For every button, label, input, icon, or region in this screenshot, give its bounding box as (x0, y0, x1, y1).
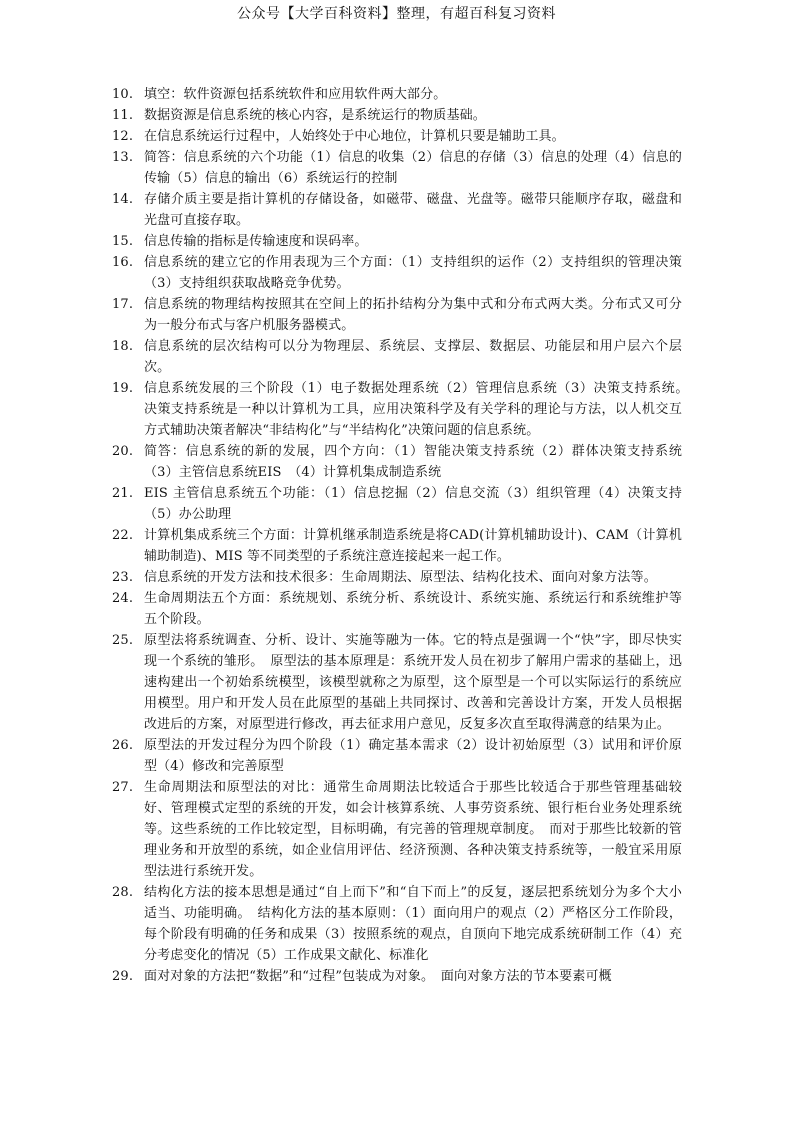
item-text: 信息系统的开发方法和技术很多：生命周期法、原型法、结构化技术、面向对象方法等。 (144, 570, 657, 585)
list-item (112, 567, 682, 588)
item-text: 信息系统的层次结构可以分为物理层、系统层、支撑层、数据层、功能层和用户层六个层次。 (144, 339, 682, 375)
list-item (112, 483, 682, 525)
item-text: 生命周期法五个方面：系统规划、系统分析、系统设计、系统实施、系统运行和系统维护等五个阶段。 (144, 591, 682, 627)
list-item (112, 588, 682, 630)
list-item (112, 966, 682, 987)
item-number: 27. (112, 780, 134, 795)
item-number: 15. (112, 234, 134, 249)
item-number: 28. (112, 885, 134, 900)
item-text: 简答：信息系统的新的发展，四个方向：（1）智能决策支持系统（2）群体决策支持系统（3）主管信息系统EIS （4）计算机集成制造系统 (144, 444, 682, 480)
document-body (112, 84, 696, 987)
item-text: 面对对象的方法把“数据”和“过程”包装成为对象。 面向对象方法的节本要素可概 (144, 969, 612, 984)
item-text: 填空：软件资源包括系统软件和应用软件两大部分。 (144, 87, 447, 102)
item-number: 16. (112, 255, 134, 270)
item-number: 25. (112, 633, 134, 648)
list-item (112, 252, 682, 294)
item-text: 信息系统发展的三个阶段（1）电子数据处理系统（2）管理信息系统（3）决策支持系统。 决策支持系统是一种以计算机为工具，应用决策科学及有关学科的理论与方法，以人机交互方式辅助决策者解决“非结构化”与“半结构化”决策问题的信息系统。 (144, 381, 696, 438)
item-number: 24. (112, 591, 134, 606)
item-number: 20. (112, 444, 134, 459)
item-number: 13. (112, 150, 134, 165)
item-text: 原型法的开发过程分为四个阶段（1）确定基本需求（2）设计初始原型（3）试用和评价原型（4）修改和完善原型 (144, 738, 682, 774)
item-text: 结构化方法的接本思想是通过“自上而下”和“自下而上”的反复，逐层把系统划分为多个大小适当、功能明确。 结构化方法的基本原则：（1）面向用户的观点（2）严格区分工作阶段，每个阶段有明确的任务和成果（3）按照系统的观点，自顶向下地完成系统研制工作（4）充分考虑变化的情况（5）工作成果文献化、标准化 (144, 885, 682, 963)
item-text: 生命周期法和原型法的对比：通常生命周期法比较适合于那些比较适合于那些管理基础较好、管理模式定型的系统的开发，如会计核算系统、人事劳资系统、银行柜台业务处理系统等。这些系统的工作比较定型，目标明确，有完善的管理规章制度。 而对于那些比较新的管理业务和开放型的系统，如企业信用评估、经济预测、各种决策支持系统等，一般宜采用原型法进行系统开发。 (144, 780, 682, 879)
list-item (112, 231, 682, 252)
item-number: 17. (112, 297, 134, 312)
item-text: 信息系统的物理结构按照其在空间上的拓扑结构分为集中式和分布式两大类。分布式又可分为一般分布式与客户机服务器模式。 (144, 297, 682, 333)
item-number: 12. (112, 129, 134, 144)
item-number: 29. (112, 969, 134, 984)
item-text: 在信息系统运行过程中，人始终处于中心地位，计算机只要是辅助工具。 (144, 129, 565, 144)
list-item (112, 294, 682, 336)
item-number: 23. (112, 570, 134, 585)
item-text: 信息传输的指标是传输速度和误码率。 (144, 234, 368, 249)
list-item (112, 336, 682, 378)
list-item (112, 441, 682, 483)
item-number: 10. (112, 87, 134, 102)
item-number: 18. (112, 339, 134, 354)
item-text: 简答：信息系统的六个功能（1）信息的收集（2）信息的存储（3）信息的处理（4）信息的传输（5）信息的输出（6）系统运行的控制 (144, 150, 682, 186)
item-text: 原型法将系统调查、分析、设计、实施等融为一体。它的特点是强调一个“快”字，即尽快实现一个系统的雏形。 原型法的基本原理是：系统开发人员在初步了解用户需求的基础上，迅速构建出一个初始系统模型，该模型就称之为原型，这个原型是一个可以实际运行的系统应用模型。用户和开发人员在此原型的基础上共同探讨、改善和完善设计方案，开发人员根据改进后的方案，对原型进行修改，再去征求用户意见，反复多次直至取得满意的结果为止。 (144, 633, 682, 732)
list-item (112, 105, 682, 126)
page-header: 公众号【大学百科资料】整理，有超百科复习资料 (237, 6, 556, 22)
list-item (112, 84, 682, 105)
list-item (112, 525, 682, 567)
item-text: 计算机集成系统三个方面：计算机继承制造系统是将CAD(计算机辅助设计)、CAM（计算机辅助制造)、MIS 等不同类型的子系统注意连接起来一起工作。 (144, 528, 682, 564)
item-number: 26. (112, 738, 134, 753)
item-number: 14. (112, 192, 134, 207)
item-number: 22. (112, 528, 134, 543)
list-item (112, 147, 682, 189)
list-item (112, 189, 682, 231)
list-item (112, 126, 682, 147)
item-number: 11. (112, 108, 134, 123)
item-text: EIS 主管信息系统五个功能：（1）信息挖掘（2）信息交流（3）组织管理（4）决策支持（5）办公助理 (144, 486, 682, 522)
item-text: 数据资源是信息系统的核心内容，是系统运行的物质基础。 (144, 108, 486, 123)
list-item (112, 630, 682, 735)
list-item (112, 378, 696, 441)
item-text: 信息系统的建立它的作用表现为三个方面：（1）支持组织的运作（2）支持组织的管理决策（3）支持组织获取战略竞争优势。 (144, 255, 682, 291)
item-number: 19. (112, 381, 134, 396)
item-number: 21. (112, 486, 134, 501)
list-item (112, 777, 682, 882)
list-item (112, 882, 682, 966)
item-text: 存储介质主要是指计算机的存储设备，如磁带、磁盘、光盘等。磁带只能顺序存取，磁盘和光盘可直接存取。 (144, 192, 682, 228)
list-item (112, 735, 682, 777)
